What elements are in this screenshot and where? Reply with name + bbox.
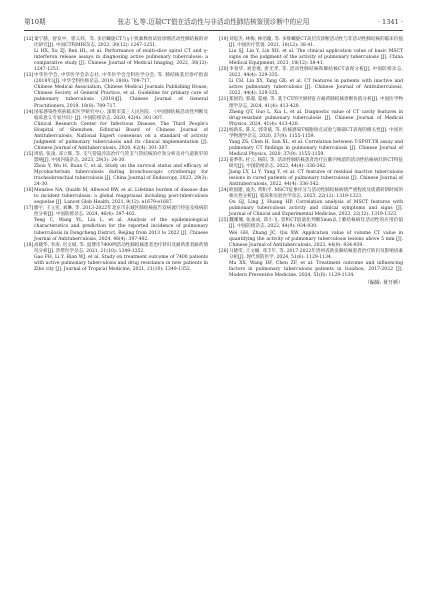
reference-text: Li HX, Xu ZJ, Ren HL, et al. Performance of multi-slice spiral CT and γ-interferon release assays in diagnosing active pulmonary tuberculosis: a comparative study [J]. Chinese Journal of Medical Imaging, 2022, 30(12): 1247-1251. [34, 49, 208, 73]
reference-text: 姜季伟, 杜云, 杨阳, 等. 活动性肺结核患者治疗后肺内残留的活动性结核病灶的CT特征研究[J]. 中国防痨杂志, 2022, 44(4): 336-342. [229, 157, 403, 169]
reference-entry [24, 110, 208, 122]
reference-entry [219, 140, 403, 158]
reference-entry [24, 85, 208, 109]
references-left-column [24, 37, 208, 273]
reference-text: 马晓雯, 王文楠, 邓丰年, 等. 2017-2022年贵州省新发肺结核患者治疗转归及影响因素分析[J]. 现代预防医学, 2024, 51(6): 1129-1134. [229, 248, 403, 260]
reference-number: [19] [219, 37, 229, 42]
issue-number: 第10期 [24, 18, 46, 26]
reference-text: 郑国钧, 郭淑, 夏丽, 等. 基于CT的空洞特征在耐药肺结核诊断价值分析[J]. 中国医学物理学杂志, 2024, 41(4): 413-420. [229, 97, 403, 109]
reference-text: Zheng QT, Guo L, Xia L, et al. Diagnostic value of CT cavity features in drug-resistant pulmonary tuberculosis [J]. Chinese Journal of Medical Physics, 2024, 41(4): 413-420. [229, 109, 403, 127]
reference-text: 李春华, 刘金燕, 唐光孝, 等. 活动性肺结核和肺结核CT表现分析[J]. 中国防痨杂志, 2022, 44(4): 329-335. [229, 67, 403, 79]
reference-text: 欧国建, 凌杰, 黄和平. MSCT征象评分与活动性肺结核病情严重程度及痰菌转阴时间的相关性分析[J]. 临床和实验医学杂志, 2023, 22(12): 1319-1323. [229, 188, 403, 200]
page-number: · 1341 · [377, 18, 403, 26]
editor-note: （编辑: 黄开颜） [364, 279, 403, 286]
reference-entry [219, 79, 403, 97]
reference-text: Gao FH, Li Y, Bian WJ, et al. Study on treatment outcome of 7400 patients with active pulmonary tuberculosis and drug resistance in new patients in Zibo city [J]. Journal of Tropical Medicine, 2021, 21(10): 1349-1352. [34, 254, 208, 272]
reference-text: 刘思杰, 林梅, 林浩璇, 等. 多排螺旋CT高层次诊断活动性与非活动性肺结核的临床价值[J]. 中国医疗装备, 2021, 18(12): 38-41. [229, 37, 403, 49]
reference-text: 滕宇, 王立民, 刘琳, 等. 2013-2022年北京市东城区肺结核报告发病流行特征及疫病防控分析[J]. 中国防痨杂志, 2024, 46(4): 397-402. [34, 206, 208, 218]
reference-number: [25] [219, 218, 229, 224]
reference-text: 秦宁静，舒发中，郭义炜，等. 多层螺旋CT与γ干扰素释放试验诊断活动性肺结核的对比研究[J]. 中国CT和MRI杂志, 2022, 30(12): 1247-1251. [34, 37, 208, 49]
reference-entry [24, 164, 208, 188]
reference-text: Wei GH, Zhang JC, Qiu XW. Application value of volume CT value in quantifying the activity of pulmonary tuberculosis lesions above 5 mm [J]. Chinese Journal of Antituberculosis, 2022, 44(9): 934-939. [229, 230, 403, 248]
reference-number: [26] [219, 248, 229, 254]
reference-text: Zhou Y, Wu H, Ruan C, et al. Study on the survival status and efficacy of Mycobacterium tuberculosis during bronchoscopic cryotherapy for tracheobronchial tuberculosis [J]. China Journal of Endoscopy, 2023, 29(3): 24-30. [34, 163, 208, 188]
reference-entry [24, 218, 208, 242]
reference-text: 高晓华, 李涛, 迟文斌, 等. 淄博市7400例活动性肺结核患者治疗转归及耐药患者耐药情况分析[J]. 热带医学杂志, 2021, 21(10): 1349-1352. [34, 242, 208, 254]
reference-entry [219, 158, 403, 170]
header-rule [24, 30, 403, 31]
reference-text: Jiang LY, Li Y, Yang Y, et al. CT features of residual inactive tuberculosis lesions in cured patients of pulmonary tuberculosis [J]. Chinese Journal of Antituberculosis, 2022, 44(4): 336-342. [229, 170, 403, 188]
reference-entry [24, 152, 208, 164]
reference-entry [219, 261, 403, 279]
reference-number: [18] [24, 242, 34, 248]
reference-entry [219, 188, 403, 200]
reference-entry [219, 97, 403, 109]
reference-text: 中华医学会, 中华医学会杂志社, 中华医学会全科医学分会, 等. 肺结核基层诊疗指南(2018年)[J]. 中华全科医师杂志, 2019, 18(8): 709-717. [34, 73, 208, 85]
reference-text: Li CH, Liu XY, Tang GX, et al. CT features in patients with inactive and active pulmonary tuberculosis [J]. Chinese Journal of Antituberculosis, 2022, 44(4): 329-335. [229, 79, 403, 97]
reference-entry [219, 128, 403, 140]
references-right-column [219, 37, 403, 286]
reference-number: [13] [24, 73, 34, 79]
reference-text: 周依, 张凌, 邓立辉, 等. 支气管镜冷冻治疗气管支气管结核的疗效分析及对气道狭窄的影响[J]. 中国内镜杂志, 2023, 29(3): 24-30. [34, 151, 208, 163]
reference-entry [219, 231, 403, 249]
reference-text: Chinese Medical Association, Chinese Medical Journals Publishing House, Chinese Society of General Practice, et al. Guideline for primary care of pulmonary tuberculosis (2018)[J]. Chinese Journal of General Practitioners, 2019, 18(8): 709-717. [34, 85, 208, 109]
reference-text: 杨新乐, 陈义, 郭荣斌, 等. 结核感染T细胞斑点试验与肺部CT表现的相关性[J]. 中国医学物理学杂志, 2020, 37(9): 1155-1159. [229, 127, 403, 139]
reference-number: [20] [219, 67, 229, 73]
reference-number: [12] [24, 37, 34, 42]
reference-entry [24, 49, 208, 73]
reference-entry [219, 200, 403, 218]
reference-entry [24, 122, 208, 152]
reference-number: [16] [24, 188, 34, 194]
reference-text: Ma XX, Wang DF, Chen ZF, et al. Treatment outcome and influencing factors in pulmonary tuberculosis patients in Guizhou, 2017-2022 [J]. Modern Preventive Medicine, 2024, 51(6): 1129-1134. [229, 260, 403, 278]
reference-entry [219, 49, 403, 67]
reference-text: Ou GJ, Ling J, Huang HP. Correlation analysis of MSCT features with pulmonary tuberculosis activity and clinical symptoms and signs [J]. Journal of Clinical and Experimental Medicine, 2023, 22(12): 1319-1323. [229, 200, 403, 218]
reference-text: Yang ZS, Chen H, Sun XL, et al. Correlation between T-SPOT.TB assay and pulmonary CT findings in pulmonary tuberculosis [J]. Chinese Journal of Medical Physics, 2020, 37(9): 1155-1159. [229, 139, 403, 157]
reference-text: Menzies NA, Quaife M, Allwood BW, et al. Lifetime burden of disease due to incident tuberculosis: a global reappraisal including post-tuberculosis sequelae [J]. Lancet Glob Health, 2021, 9(12): e1679-e1687. [34, 188, 208, 206]
reference-text: 国家感染性疾病临床医学研究中心, 深圳市第三人民医院. 《中国肺结核活动性判断及临床意义专家共识》[J]. 中国防痨杂志, 2020, 42(4): 301-307. [34, 109, 208, 121]
reference-entry [24, 206, 208, 218]
reference-entry [219, 249, 403, 261]
reference-entry [219, 67, 403, 79]
reference-number: [14] [24, 109, 34, 115]
reference-entry [24, 188, 208, 206]
reference-entry [219, 37, 403, 49]
reference-number: [21] [219, 97, 229, 103]
reference-number: [23] [219, 157, 229, 163]
reference-text: 魏珊珊, 张加成, 邱小飞. 容积CT值量化判断5mm以上肺结核病灶活动性的应用价值[J]. 中国防痨杂志, 2022, 44(9): 934-939. [229, 218, 403, 230]
reference-entry [24, 243, 208, 255]
reference-text: Teng C, Wang YL, Liu L, et al. Analysis of the epidemiological characteristics and prediction for the reported incidence of pulmonary tuberculosis in Dongcheng District, Beijing from 2013 to 2022 [J]. Chinese Journal of Antituberculosis, 2024, 46(4): 397-402. [34, 218, 208, 242]
reference-text: Liu SJ, Lin Y, Lin XH, et al. The clinical application value of basic MSCT signs on the judgment of the activity of pulmonary tuberculosis [J]. China Medical Equipment, 2021, 18(12): 38-41. [229, 49, 403, 67]
reference-number: [24] [219, 188, 229, 194]
reference-entry [24, 37, 208, 49]
reference-entry [219, 170, 403, 188]
running-title: 张志飞,等.迈瑞CT值在活动性与非活动性肺结核鉴别诊断中的应用 [117, 18, 310, 26]
reference-number: [17] [24, 206, 34, 212]
reference-entry [219, 218, 403, 230]
reference-number: [15] [24, 151, 34, 157]
page-header [24, 16, 403, 28]
reference-entry [219, 110, 403, 128]
reference-number: [22] [219, 127, 229, 133]
reference-text: Clinical Research Center for Infectious Disease, The Third People's Hospital of Shenzhen. Editorial Board of Chinese Journal of Antituberculosis. National Expert consensus on a standard of activity judgment of pulmonary tuberculosis and its clinical implementation [J]. Chinese Journal of Antituberculosis, 2020, 42(4): 301-307. [34, 121, 208, 151]
reference-entry [24, 73, 208, 85]
reference-entry [24, 255, 208, 273]
